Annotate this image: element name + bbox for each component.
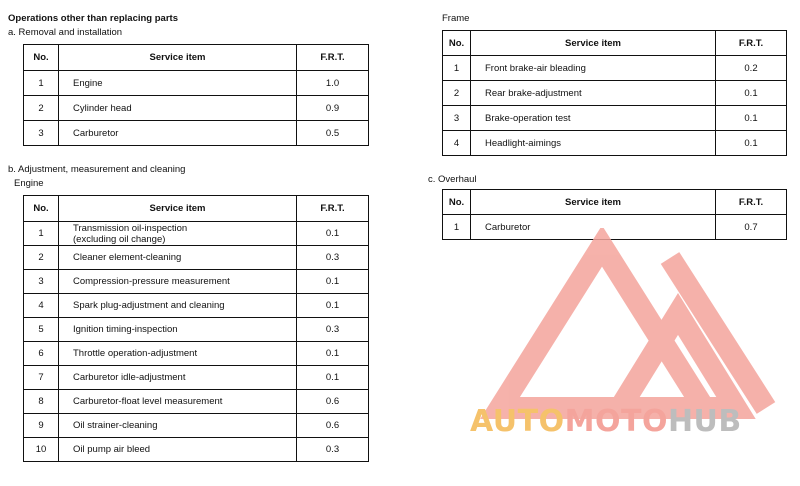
row-frt: 0.1 bbox=[297, 342, 369, 366]
col-no-header: No. bbox=[24, 45, 59, 71]
row-frt: 0.1 bbox=[297, 294, 369, 318]
row-no: 2 bbox=[24, 246, 59, 270]
table-row bbox=[24, 121, 369, 146]
row-item: Front brake-air bleading bbox=[471, 56, 716, 81]
row-item: Throttle operation-adjustment bbox=[59, 342, 297, 366]
table-row bbox=[443, 106, 787, 131]
watermark-part-auto: AUTO bbox=[470, 404, 565, 439]
row-no: 9 bbox=[24, 414, 59, 438]
table-row bbox=[24, 246, 369, 270]
engine-table bbox=[23, 195, 369, 462]
table-row bbox=[443, 131, 787, 156]
row-frt: 1.0 bbox=[297, 71, 369, 96]
row-item: Compression-pressure measurement bbox=[59, 270, 297, 294]
table-row bbox=[443, 56, 787, 81]
row-item: Brake-operation test bbox=[471, 106, 716, 131]
row-no: 2 bbox=[24, 96, 59, 121]
row-item: Spark plug-adjustment and cleaning bbox=[59, 294, 297, 318]
table-header-row bbox=[443, 31, 787, 56]
row-no: 4 bbox=[24, 294, 59, 318]
row-item-line1: Transmission oil-inspection bbox=[73, 222, 188, 234]
row-item: Engine bbox=[59, 71, 297, 96]
row-frt: 0.2 bbox=[716, 56, 787, 81]
row-frt: 0.3 bbox=[297, 318, 369, 342]
row-no: 3 bbox=[24, 121, 59, 146]
col-frt-header: F.R.T. bbox=[716, 31, 787, 56]
col-item-header: Service item bbox=[471, 190, 716, 215]
table-row bbox=[24, 342, 369, 366]
col-item-header: Service item bbox=[59, 196, 297, 222]
removal-table bbox=[23, 44, 369, 146]
row-frt: 0.1 bbox=[716, 106, 787, 131]
row-item: Oil pump air bleed bbox=[59, 438, 297, 462]
row-frt: 0.7 bbox=[716, 215, 787, 240]
row-item: Headlight-aimings bbox=[471, 131, 716, 156]
page-title: Operations other than replacing parts bbox=[8, 13, 178, 24]
row-item-line2: (excluding oil change) bbox=[73, 233, 166, 245]
row-frt: 0.6 bbox=[297, 390, 369, 414]
row-frt: 0.5 bbox=[297, 121, 369, 146]
row-frt: 0.1 bbox=[297, 222, 369, 246]
frame-table bbox=[442, 30, 787, 156]
col-frt-header: F.R.T. bbox=[297, 45, 369, 71]
row-no: 1 bbox=[443, 215, 471, 240]
row-item: Cylinder head bbox=[59, 96, 297, 121]
col-no-header: No. bbox=[24, 196, 59, 222]
col-frt-header: F.R.T. bbox=[716, 190, 787, 215]
row-item: Carburetor-float level measurement bbox=[59, 390, 297, 414]
section-a-heading: a. Removal and installation bbox=[8, 27, 123, 38]
table-row bbox=[24, 270, 369, 294]
row-item: Rear brake-adjustment bbox=[471, 81, 716, 106]
table-row bbox=[24, 366, 369, 390]
table-row bbox=[443, 81, 787, 106]
row-frt: 0.1 bbox=[716, 131, 787, 156]
table-row bbox=[24, 414, 369, 438]
row-no: 10 bbox=[24, 438, 59, 462]
watermark-part-moto: MOTO bbox=[564, 404, 668, 439]
row-no: 7 bbox=[24, 366, 59, 390]
table-header-row bbox=[443, 190, 787, 215]
row-item: Carburetor bbox=[59, 121, 297, 146]
watermark-part-hub: HUB bbox=[667, 404, 742, 439]
row-frt: 0.6 bbox=[297, 414, 369, 438]
row-no: 2 bbox=[443, 81, 471, 106]
row-no: 3 bbox=[24, 270, 59, 294]
section-c-heading: c. Overhaul bbox=[428, 174, 477, 185]
row-no: 6 bbox=[24, 342, 59, 366]
row-no: 5 bbox=[24, 318, 59, 342]
frame-heading: Frame bbox=[442, 13, 470, 24]
col-no-header: No. bbox=[443, 31, 471, 56]
row-item bbox=[59, 222, 297, 246]
row-frt: 0.1 bbox=[297, 270, 369, 294]
row-no: 1 bbox=[24, 222, 59, 246]
row-item: Cleaner element-cleaning bbox=[59, 246, 297, 270]
row-item: Oil strainer-cleaning bbox=[59, 414, 297, 438]
col-no-header: No. bbox=[443, 190, 471, 215]
table-row bbox=[24, 390, 369, 414]
row-frt: 0.3 bbox=[297, 246, 369, 270]
table-row bbox=[24, 71, 369, 96]
table-header-row bbox=[24, 196, 369, 222]
table-header-row bbox=[24, 45, 369, 71]
col-item-header: Service item bbox=[471, 31, 716, 56]
section-b-heading: b. Adjustment, measurement and cleaning bbox=[8, 164, 186, 175]
row-no: 3 bbox=[443, 106, 471, 131]
watermark-text bbox=[470, 405, 742, 439]
table-row bbox=[24, 318, 369, 342]
row-no: 8 bbox=[24, 390, 59, 414]
row-item: Carburetor bbox=[471, 215, 716, 240]
table-row bbox=[24, 438, 369, 462]
table-row bbox=[24, 294, 369, 318]
row-item: Carburetor idle-adjustment bbox=[59, 366, 297, 390]
col-item-header: Service item bbox=[59, 45, 297, 71]
table-row bbox=[24, 222, 369, 246]
col-frt-header: F.R.T. bbox=[297, 196, 369, 222]
row-item: Ignition timing-inspection bbox=[59, 318, 297, 342]
row-no: 1 bbox=[24, 71, 59, 96]
row-frt: 0.3 bbox=[297, 438, 369, 462]
table-row bbox=[24, 96, 369, 121]
row-frt: 0.9 bbox=[297, 96, 369, 121]
row-no: 4 bbox=[443, 131, 471, 156]
engine-heading: Engine bbox=[14, 178, 44, 189]
row-no: 1 bbox=[443, 56, 471, 81]
row-frt: 0.1 bbox=[297, 366, 369, 390]
row-frt: 0.1 bbox=[716, 81, 787, 106]
